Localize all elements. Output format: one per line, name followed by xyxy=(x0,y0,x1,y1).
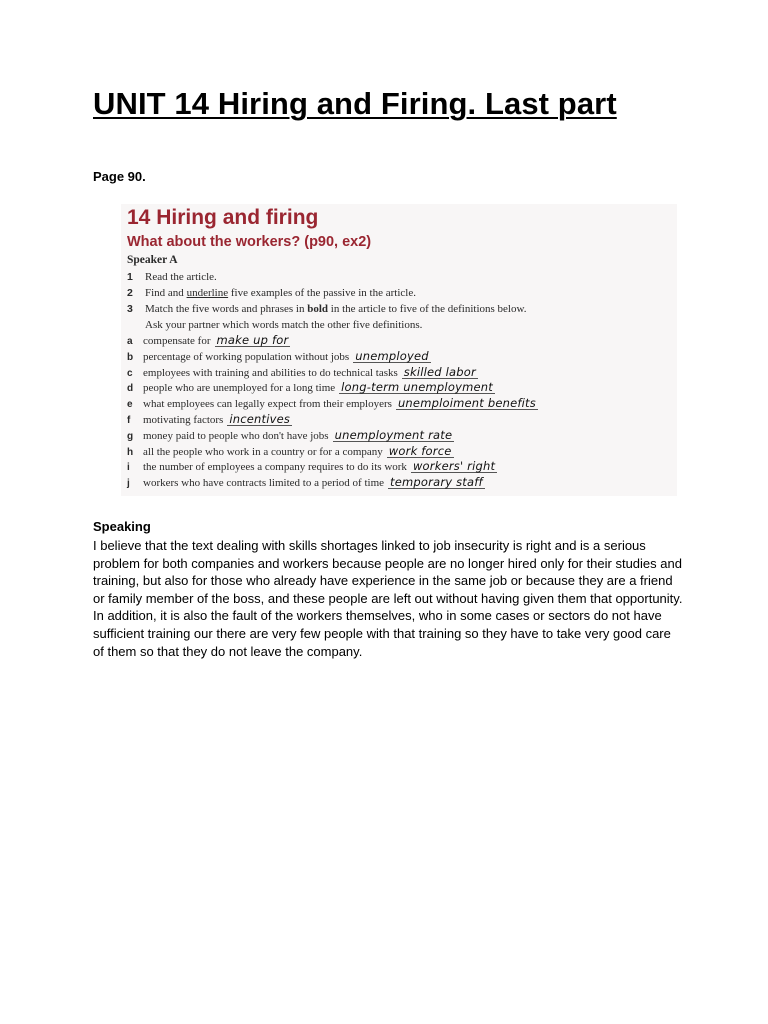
definition-item xyxy=(127,429,675,445)
instruction-number: 2 xyxy=(127,287,133,299)
definition-letter: f xyxy=(127,414,131,426)
instruction-item xyxy=(127,285,672,301)
definition-text: all the people who work in a country or for a company xyxy=(143,445,383,458)
definition-list xyxy=(127,334,675,492)
definition-text: percentage of working population without jobs xyxy=(143,350,350,363)
instruction-text-part: in the article to five of the definitions below. xyxy=(328,303,527,315)
definition-letter: e xyxy=(127,399,133,411)
definition-text: employees with training and abilities to do technical tasks xyxy=(143,366,398,379)
handwritten-answer: unemploiment benefits xyxy=(397,396,536,411)
handwritten-answer: temporary staff xyxy=(390,475,483,490)
page-reference: Page 90. xyxy=(93,169,146,184)
instruction-text xyxy=(145,301,672,333)
speaking-paragraph: I believe that the text dealing with skills shortages linked to job insecurity is right and is a serious problem for both companies and workers because people are no longer hired only for their studies and training, but also for those who already have experience in the same job or because they are a friend or family member of the boss, and these people are left out without having given them that opportunity. In addition, it is also the fault of the workers themselves, who in some cases or sectors do not have sufficient training our there are very few people with that training so they have to take very good care of them so that they do not leave the company. xyxy=(93,538,694,659)
instruction-bold-word: bold xyxy=(307,303,329,315)
instruction-text-part: Ask your partner which words match the other five definitions. xyxy=(145,319,423,331)
definition-letter: a xyxy=(127,336,133,347)
definition-text: people who are unemployed for a long time xyxy=(143,382,336,395)
definition-letter: b xyxy=(127,351,134,363)
definition-text: the number of employees a company requires to do its work xyxy=(143,461,407,474)
instruction-item xyxy=(127,269,672,285)
definition-text: workers who have contracts limited to a period of time xyxy=(143,477,385,490)
definition-letter: c xyxy=(127,367,133,379)
definition-item xyxy=(127,413,675,429)
handwritten-answer: make up for xyxy=(216,333,289,347)
definition-text: motivating factors xyxy=(143,413,224,426)
handwritten-answer: incentives xyxy=(229,411,291,426)
instruction-list xyxy=(127,269,672,333)
excerpt-speaker: Speaker A xyxy=(127,254,178,266)
definition-item xyxy=(127,476,675,492)
handwritten-answer: unemployed xyxy=(355,348,429,363)
definition-item xyxy=(127,445,675,461)
definition-item xyxy=(127,381,675,397)
instruction-underlined-word: underline xyxy=(186,287,229,299)
document-title: UNIT 14 Hiring and Firing. Last part xyxy=(93,86,617,121)
excerpt-subtitle: What about the workers? (p90, ex2) xyxy=(127,234,372,250)
handwritten-answer: skilled labor xyxy=(403,364,476,379)
definition-item xyxy=(127,397,675,413)
handwritten-answer: work force xyxy=(388,443,452,458)
definition-letter: i xyxy=(127,462,130,474)
definition-letter: d xyxy=(127,383,134,395)
handwritten-answer: workers' right xyxy=(412,459,496,474)
definition-text: money paid to people who don't have jobs xyxy=(143,429,329,442)
definition-item xyxy=(127,350,675,366)
speaking-heading: Speaking xyxy=(93,519,151,534)
instruction-text xyxy=(145,285,672,301)
definition-letter: g xyxy=(127,430,134,442)
instruction-text-part: Match the five words and phrases in xyxy=(145,303,308,315)
instruction-text-part: five examples of the passive in the article. xyxy=(228,287,416,299)
textbook-excerpt-image xyxy=(121,204,677,496)
definition-text: compensate for xyxy=(143,335,211,347)
definition-letter: h xyxy=(127,446,134,458)
handwritten-answer: long-term unemployment xyxy=(341,380,493,395)
handwritten-answer: unemployment rate xyxy=(334,427,453,442)
definition-item xyxy=(127,366,675,382)
definition-text: what employees can legally expect from their employers xyxy=(143,398,392,411)
definition-letter: j xyxy=(127,478,130,490)
instruction-number: 1 xyxy=(127,271,133,283)
definition-item xyxy=(127,334,675,350)
instruction-number: 3 xyxy=(127,303,133,315)
instruction-item xyxy=(127,301,672,333)
instruction-text: Read the article. xyxy=(145,271,217,283)
excerpt-title: 14 Hiring and firing xyxy=(127,206,319,229)
definition-item xyxy=(127,460,675,476)
instruction-text-part: Find and xyxy=(145,287,187,299)
